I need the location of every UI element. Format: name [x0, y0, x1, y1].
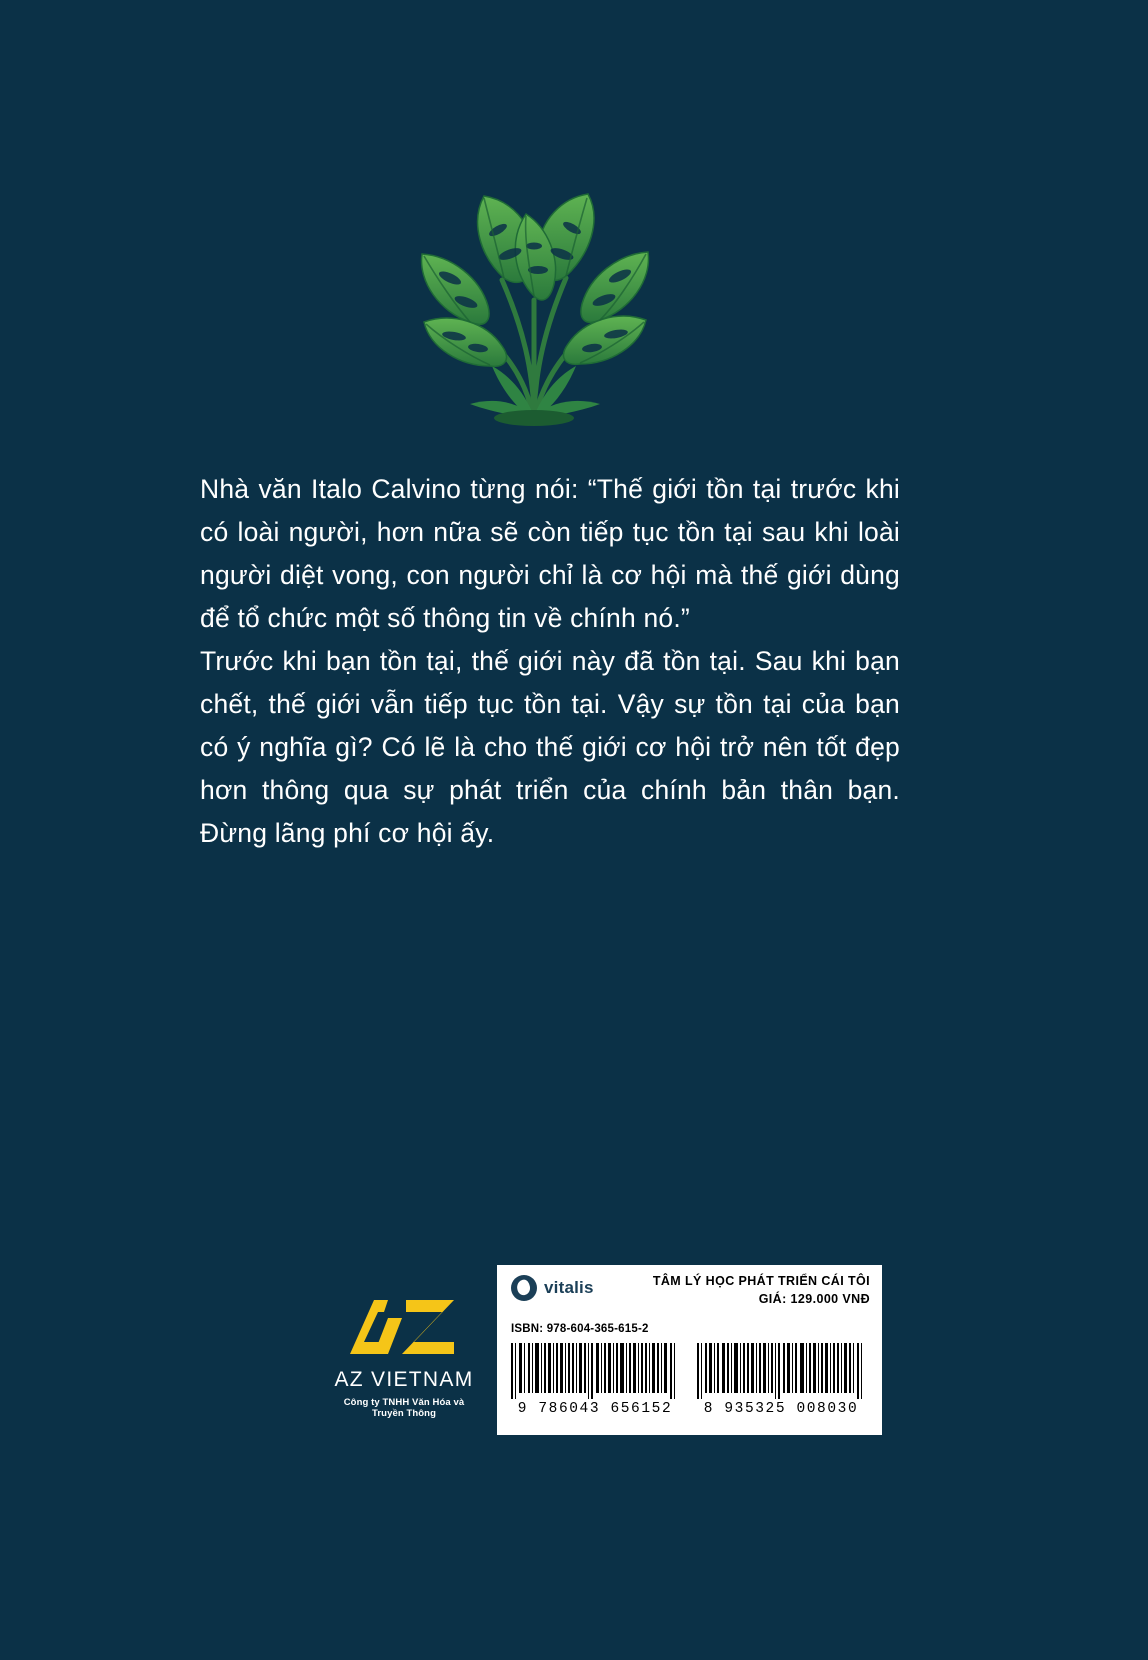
barcode-row	[497, 1343, 882, 1417]
vitalis-leaf-icon	[511, 1275, 537, 1301]
isbn-barcode-digits: 9 786043 656152	[517, 1401, 673, 1417]
blurb-paragraph-1: Nhà văn Italo Calvino từng nói: “Thế giới tồn tại trước khi có loài người, hơn nữa sẽ còn tiếp tục tồn tại sau khi loài người diệt vong, con người chỉ là cơ hội mà thế giới dùng để tổ chức một số thông tin về chính nó.”	[200, 474, 900, 633]
imprint-name: vitalis	[544, 1278, 594, 1297]
price-barcode-bars	[695, 1343, 867, 1399]
isbn-barcode	[509, 1343, 681, 1417]
blurb-text	[200, 468, 900, 855]
series-info	[653, 1274, 870, 1306]
barcode-panel-header	[497, 1265, 882, 1323]
price-label: GIÁ: 129.000 VNĐ	[758, 1292, 870, 1306]
imprint-logo	[511, 1275, 594, 1301]
az-logo-icon	[330, 1296, 478, 1358]
isbn-label: ISBN: 978-604-365-615-2	[511, 1323, 649, 1335]
isbn-barcode-bars	[509, 1343, 681, 1399]
publisher-subtitle: Công ty TNHH Văn Hóa và Truyền Thông	[343, 1397, 465, 1419]
monstera-plant-illustration	[374, 160, 694, 428]
price-barcode	[695, 1343, 867, 1417]
barcode-panel	[497, 1265, 882, 1435]
publisher-block	[330, 1296, 478, 1419]
publisher-name: AZ VIETNAM	[334, 1368, 474, 1391]
price-barcode-digits: 8 935325 008030	[703, 1401, 859, 1417]
series-title: TÂM LÝ HỌC PHÁT TRIỂN CÁI TÔI	[652, 1274, 870, 1288]
blurb-paragraph-2: Trước khi bạn tồn tại, thế giới này đã tồn tại. Sau khi bạn chết, thế giới vẫn tiếp tục tồn tại. Vậy sự tồn tại của bạn có ý nghĩa gì? Có lẽ là cho thế giới cơ hội trở nên tốt đẹp hơn thông qua sự phát triển của chính bản thân bạn. Đừng lãng phí cơ hội ấy.	[200, 646, 900, 848]
